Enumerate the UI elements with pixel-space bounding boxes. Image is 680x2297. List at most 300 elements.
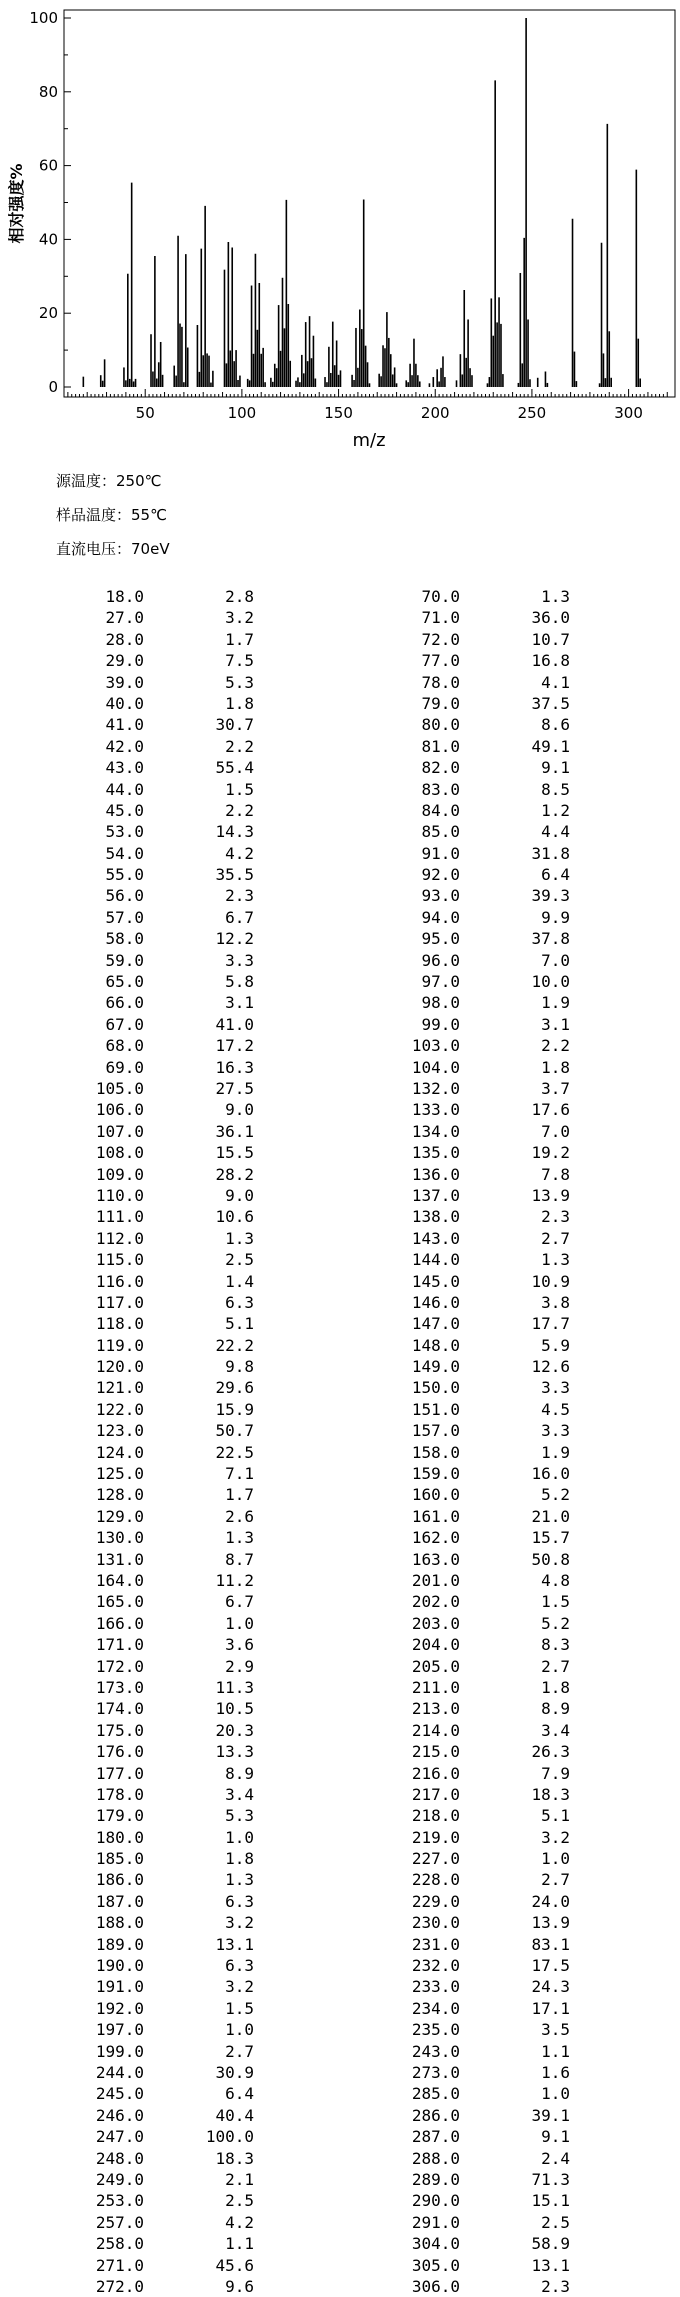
intensity-cell: 1.0 <box>541 1849 570 1869</box>
intensity-cell: 2.6 <box>225 1506 254 1526</box>
table-row <box>0 2083 680 2104</box>
mz-cell: 131.0 <box>95 1549 144 1569</box>
mz-cell: 128.0 <box>95 1485 144 1505</box>
mz-cell: 147.0 <box>411 1314 460 1334</box>
intensity-cell: 49.1 <box>531 736 570 756</box>
intensity-cell: 40.4 <box>215 2105 254 2125</box>
y-tick-label: 20 <box>38 304 58 323</box>
mz-cell: 67.0 <box>105 1014 144 1034</box>
intensity-cell: 17.6 <box>531 1100 570 1120</box>
intensity-cell: 27.5 <box>215 1079 254 1098</box>
source-temperature: 源温度：250℃ <box>56 472 162 490</box>
x-tick-label: 250 <box>517 404 547 422</box>
intensity-cell: 3.2 <box>541 1827 570 1847</box>
intensity-cell: 10.7 <box>531 629 570 649</box>
intensity-cell: 36.0 <box>531 608 570 628</box>
table-row <box>0 2126 680 2147</box>
table-row <box>0 1527 680 1548</box>
table-row <box>0 2148 680 2169</box>
intensity-cell: 17.2 <box>215 1036 254 1056</box>
intensity-cell: 3.1 <box>225 993 254 1013</box>
mz-cell: 144.0 <box>411 1250 460 1270</box>
intensity-cell: 7.0 <box>541 1121 570 1141</box>
mz-cell: 306.0 <box>411 2276 460 2296</box>
x-tick-label: 100 <box>227 404 257 422</box>
mass-spectrum-chart <box>0 0 680 455</box>
mz-cell: 218.0 <box>411 1806 460 1826</box>
table-row <box>0 1228 680 1249</box>
mz-cell: 116.0 <box>95 1271 144 1291</box>
intensity-cell: 45.6 <box>215 2255 254 2275</box>
table-row <box>0 1121 680 1142</box>
mz-cell: 163.0 <box>411 1549 460 1569</box>
mz-cell: 105.0 <box>95 1079 144 1098</box>
intensity-cell: 29.6 <box>215 1378 254 1398</box>
mz-cell: 121.0 <box>95 1378 144 1398</box>
intensity-cell: 39.1 <box>531 2105 570 2125</box>
mz-cell: 93.0 <box>421 886 460 906</box>
mz-cell: 158.0 <box>411 1442 460 1462</box>
intensity-cell: 35.5 <box>215 865 254 885</box>
table-row <box>0 1506 680 1527</box>
mz-cell: 287.0 <box>411 2127 460 2147</box>
mz-cell: 148.0 <box>411 1335 460 1355</box>
intensity-cell: 4.4 <box>541 822 570 842</box>
intensity-cell: 9.1 <box>541 758 570 778</box>
intensity-cell: 10.9 <box>531 1271 570 1291</box>
mz-cell: 172.0 <box>95 1656 144 1676</box>
y-axis-ticks <box>29 9 71 396</box>
table-row <box>0 1206 680 1227</box>
table-row <box>0 885 680 906</box>
table-row <box>0 928 680 949</box>
mz-cell: 72.0 <box>421 629 460 649</box>
peak-table-block <box>0 2062 680 2297</box>
mz-cell: 106.0 <box>95 1100 144 1120</box>
intensity-cell: 2.3 <box>541 1207 570 1227</box>
mz-cell: 290.0 <box>411 2191 460 2211</box>
mz-cell: 117.0 <box>95 1292 144 1312</box>
mz-cell: 166.0 <box>95 1613 144 1633</box>
mz-cell: 291.0 <box>411 2212 460 2232</box>
intensity-cell: 3.7 <box>541 1079 570 1098</box>
table-row <box>0 757 680 778</box>
mz-cell: 205.0 <box>411 1656 460 1676</box>
mz-cell: 118.0 <box>95 1314 144 1334</box>
y-axis-label: 相对强度% <box>7 163 26 244</box>
mz-cell: 104.0 <box>411 1057 460 1077</box>
table-row <box>0 2190 680 2211</box>
mz-cell: 233.0 <box>411 1977 460 1997</box>
intensity-cell: 2.2 <box>225 800 254 820</box>
mz-cell: 135.0 <box>411 1143 460 1163</box>
intensity-cell: 1.5 <box>225 779 254 799</box>
mz-cell: 129.0 <box>95 1506 144 1526</box>
mz-cell: 244.0 <box>95 2063 144 2082</box>
intensity-cell: 14.3 <box>215 822 254 842</box>
mz-cell: 164.0 <box>95 1571 144 1590</box>
mz-cell: 286.0 <box>411 2105 460 2125</box>
mz-cell: 215.0 <box>411 1742 460 1762</box>
mz-cell: 109.0 <box>95 1164 144 1184</box>
intensity-cell: 2.5 <box>541 2212 570 2232</box>
mz-cell: 201.0 <box>411 1571 460 1590</box>
intensity-cell: 36.1 <box>215 1121 254 1141</box>
mz-cell: 185.0 <box>95 1849 144 1869</box>
mz-cell: 271.0 <box>95 2255 144 2275</box>
table-row <box>0 2255 680 2276</box>
intensity-cell: 30.9 <box>215 2063 254 2082</box>
mz-cell: 188.0 <box>95 1913 144 1933</box>
intensity-cell: 1.5 <box>541 1592 570 1612</box>
mz-cell: 257.0 <box>95 2212 144 2232</box>
mz-cell: 111.0 <box>95 1207 144 1227</box>
mz-cell: 125.0 <box>95 1464 144 1484</box>
intensity-cell: 5.9 <box>541 1335 570 1355</box>
mz-cell: 211.0 <box>411 1677 460 1697</box>
table-row <box>0 2233 680 2254</box>
mz-cell: 27.0 <box>105 608 144 628</box>
intensity-cell: 1.5 <box>225 1998 254 2018</box>
intensity-cell: 9.9 <box>541 907 570 927</box>
intensity-cell: 22.2 <box>215 1335 254 1355</box>
table-row <box>0 1591 680 1612</box>
intensity-cell: 1.3 <box>225 1528 254 1548</box>
mz-cell: 245.0 <box>95 2084 144 2104</box>
mz-cell: 98.0 <box>421 993 460 1013</box>
intensity-cell: 22.5 <box>215 1442 254 1462</box>
intensity-cell: 26.3 <box>531 1742 570 1762</box>
intensity-cell: 50.8 <box>531 1549 570 1569</box>
intensity-cell: 15.9 <box>215 1399 254 1419</box>
mz-cell: 288.0 <box>411 2148 460 2168</box>
mz-cell: 94.0 <box>421 907 460 927</box>
intensity-cell: 6.7 <box>225 907 254 927</box>
intensity-cell: 13.1 <box>215 1934 254 1954</box>
mz-cell: 92.0 <box>421 865 460 885</box>
table-row <box>0 1142 680 1163</box>
intensity-cell: 3.5 <box>541 2020 570 2040</box>
mz-cell: 78.0 <box>421 672 460 692</box>
intensity-cell: 6.3 <box>225 1292 254 1312</box>
intensity-cell: 10.6 <box>215 1207 254 1227</box>
mz-cell: 180.0 <box>95 1827 144 1847</box>
mz-cell: 53.0 <box>105 822 144 842</box>
mz-cell: 77.0 <box>421 651 460 671</box>
intensity-cell: 1.0 <box>225 1613 254 1633</box>
mz-cell: 189.0 <box>95 1934 144 1954</box>
intensity-cell: 2.7 <box>541 1228 570 1248</box>
mz-cell: 69.0 <box>105 1057 144 1077</box>
y-tick-label: 60 <box>38 156 58 175</box>
table-row <box>0 1570 680 1591</box>
peak-table-block <box>0 1570 680 2062</box>
table-row <box>0 736 680 757</box>
intensity-cell: 1.3 <box>541 1250 570 1270</box>
mz-cell: 157.0 <box>411 1421 460 1441</box>
table-row <box>0 1613 680 1634</box>
mz-cell: 56.0 <box>105 886 144 906</box>
intensity-cell: 41.0 <box>215 1014 254 1034</box>
intensity-cell: 1.6 <box>541 2063 570 2082</box>
mz-cell: 107.0 <box>95 1121 144 1141</box>
mz-cell: 58.0 <box>105 929 144 949</box>
intensity-cell: 18.3 <box>531 1784 570 1804</box>
mz-cell: 190.0 <box>95 1956 144 1976</box>
intensity-cell: 1.3 <box>225 1870 254 1890</box>
mz-cell: 136.0 <box>411 1164 460 1184</box>
intensity-cell: 5.3 <box>225 672 254 692</box>
intensity-cell: 37.5 <box>531 693 570 713</box>
table-row <box>0 950 680 971</box>
y-tick-label: 40 <box>38 230 58 249</box>
mz-cell: 55.0 <box>105 865 144 885</box>
intensity-cell: 1.8 <box>225 1849 254 1869</box>
mz-cell: 191.0 <box>95 1977 144 1997</box>
mz-cell: 120.0 <box>95 1357 144 1377</box>
table-row <box>0 1014 680 1035</box>
intensity-cell: 28.2 <box>215 1164 254 1184</box>
mz-cell: 45.0 <box>105 800 144 820</box>
mz-cell: 197.0 <box>95 2020 144 2040</box>
mz-cell: 80.0 <box>421 715 460 735</box>
intensity-cell: 7.5 <box>225 651 254 671</box>
table-row <box>0 1998 680 2019</box>
intensity-cell: 1.3 <box>541 587 570 606</box>
intensity-cell: 8.9 <box>541 1699 570 1719</box>
intensity-cell: 12.2 <box>215 929 254 949</box>
mz-cell: 132.0 <box>411 1079 460 1098</box>
table-row <box>0 1698 680 1719</box>
mz-cell: 70.0 <box>421 587 460 606</box>
mz-cell: 134.0 <box>411 1121 460 1141</box>
mz-cell: 176.0 <box>95 1742 144 1762</box>
intensity-cell: 2.4 <box>541 2148 570 2168</box>
intensity-cell: 15.7 <box>531 1528 570 1548</box>
intensity-cell: 12.6 <box>531 1357 570 1377</box>
mz-cell: 83.0 <box>421 779 460 799</box>
table-row <box>0 1955 680 1976</box>
intensity-cell: 1.8 <box>225 693 254 713</box>
intensity-cell: 7.0 <box>541 950 570 970</box>
table-row <box>0 693 680 714</box>
intensity-cell: 6.4 <box>225 2084 254 2104</box>
table-row <box>0 1335 680 1356</box>
mz-cell: 216.0 <box>411 1763 460 1783</box>
table-row <box>0 1035 680 1056</box>
table-row <box>0 586 680 607</box>
mz-cell: 272.0 <box>95 2276 144 2296</box>
intensity-cell: 3.2 <box>225 608 254 628</box>
table-row <box>0 2169 680 2190</box>
intensity-cell: 15.1 <box>531 2191 570 2211</box>
mz-cell: 304.0 <box>411 2234 460 2254</box>
mz-cell: 95.0 <box>421 929 460 949</box>
table-row <box>0 1313 680 1334</box>
mz-cell: 18.0 <box>105 587 144 606</box>
intensity-cell: 4.1 <box>541 672 570 692</box>
table-row <box>0 714 680 735</box>
mz-cell: 247.0 <box>95 2127 144 2147</box>
table-row <box>0 1078 680 1099</box>
intensity-cell: 6.7 <box>225 1592 254 1612</box>
mz-cell: 159.0 <box>411 1464 460 1484</box>
intensity-cell: 4.2 <box>225 843 254 863</box>
mz-cell: 273.0 <box>411 2063 460 2082</box>
mz-cell: 217.0 <box>411 1784 460 1804</box>
mz-cell: 229.0 <box>411 1891 460 1911</box>
intensity-cell: 3.3 <box>225 950 254 970</box>
table-row <box>0 1827 680 1848</box>
mz-cell: 71.0 <box>421 608 460 628</box>
intensity-cell: 3.1 <box>541 1014 570 1034</box>
intensity-cell: 13.1 <box>531 2255 570 2275</box>
table-row <box>0 2276 680 2297</box>
intensity-cell: 1.4 <box>225 1271 254 1291</box>
table-row <box>0 1399 680 1420</box>
intensity-cell: 2.2 <box>225 736 254 756</box>
mz-cell: 171.0 <box>95 1635 144 1655</box>
mz-cell: 199.0 <box>95 2041 144 2061</box>
mz-cell: 123.0 <box>95 1421 144 1441</box>
intensity-cell: 2.7 <box>225 2041 254 2061</box>
mz-cell: 227.0 <box>411 1849 460 1869</box>
mz-cell: 99.0 <box>421 1014 460 1034</box>
intensity-cell: 16.0 <box>531 1464 570 1484</box>
mz-cell: 187.0 <box>95 1891 144 1911</box>
table-row <box>0 629 680 650</box>
table-row <box>0 821 680 842</box>
mz-cell: 28.0 <box>105 629 144 649</box>
table-row <box>0 1720 680 1741</box>
mz-cell: 59.0 <box>105 950 144 970</box>
intensity-cell: 1.1 <box>541 2041 570 2061</box>
table-row <box>0 1784 680 1805</box>
intensity-cell: 2.3 <box>541 2276 570 2296</box>
intensity-cell: 4.5 <box>541 1399 570 1419</box>
mz-cell: 175.0 <box>95 1720 144 1740</box>
intensity-cell: 9.0 <box>225 1185 254 1205</box>
intensity-cell: 13.9 <box>531 1185 570 1205</box>
mz-cell: 143.0 <box>411 1228 460 1248</box>
table-row <box>0 992 680 1013</box>
intensity-cell: 18.3 <box>215 2148 254 2168</box>
y-tick-label: 80 <box>38 82 58 101</box>
intensity-cell: 3.8 <box>541 1292 570 1312</box>
intensity-cell: 17.5 <box>531 1956 570 1976</box>
intensity-cell: 8.7 <box>225 1549 254 1569</box>
intensity-cell: 3.6 <box>225 1635 254 1655</box>
mz-cell: 214.0 <box>411 1720 460 1740</box>
intensity-cell: 20.3 <box>215 1720 254 1740</box>
mz-cell: 119.0 <box>95 1335 144 1355</box>
x-axis-ticks <box>68 389 667 422</box>
intensity-cell: 37.8 <box>531 929 570 949</box>
mz-cell: 230.0 <box>411 1913 460 1933</box>
intensity-cell: 1.0 <box>541 2084 570 2104</box>
table-row <box>0 1763 680 1784</box>
intensity-cell: 3.4 <box>541 1720 570 1740</box>
mz-cell: 103.0 <box>411 1036 460 1056</box>
table-row <box>0 1934 680 1955</box>
intensity-cell: 21.0 <box>531 1506 570 1526</box>
intensity-cell: 5.8 <box>225 972 254 992</box>
mz-cell: 235.0 <box>411 2020 460 2040</box>
intensity-cell: 8.9 <box>225 1763 254 1783</box>
intensity-cell: 19.2 <box>531 1143 570 1163</box>
table-row <box>0 2062 680 2083</box>
intensity-cell: 2.8 <box>225 587 254 606</box>
intensity-cell: 2.5 <box>225 1250 254 1270</box>
mz-cell: 122.0 <box>95 1399 144 1419</box>
y-tick-label: 0 <box>48 378 58 396</box>
intensity-cell: 17.7 <box>531 1314 570 1334</box>
mz-cell: 203.0 <box>411 1613 460 1633</box>
mz-cell: 84.0 <box>421 800 460 820</box>
intensity-cell: 11.2 <box>215 1571 254 1590</box>
mz-cell: 85.0 <box>421 822 460 842</box>
peak-table-block <box>0 1078 680 1570</box>
table-row <box>0 1271 680 1292</box>
mz-cell: 228.0 <box>411 1870 460 1890</box>
intensity-cell: 15.5 <box>215 1143 254 1163</box>
mz-cell: 40.0 <box>105 693 144 713</box>
mz-cell: 138.0 <box>411 1207 460 1227</box>
mz-cell: 179.0 <box>95 1806 144 1826</box>
intensity-cell: 2.5 <box>225 2191 254 2211</box>
table-row <box>0 907 680 928</box>
table-row <box>0 1377 680 1398</box>
mz-cell: 39.0 <box>105 672 144 692</box>
mz-cell: 68.0 <box>105 1036 144 1056</box>
intensity-cell: 2.1 <box>225 2169 254 2189</box>
intensity-cell: 5.2 <box>541 1613 570 1633</box>
table-row <box>0 1656 680 1677</box>
intensity-cell: 6.4 <box>541 865 570 885</box>
intensity-cell: 31.8 <box>531 843 570 863</box>
intensity-cell: 3.2 <box>225 1977 254 1997</box>
intensity-cell: 3.2 <box>225 1913 254 1933</box>
intensity-cell: 2.7 <box>541 1656 570 1676</box>
acquisition-conditions <box>56 464 170 566</box>
intensity-cell: 1.0 <box>225 1827 254 1847</box>
intensity-cell: 83.1 <box>531 1934 570 1954</box>
mz-cell: 41.0 <box>105 715 144 735</box>
mz-cell: 177.0 <box>95 1763 144 1783</box>
x-tick-label: 300 <box>614 404 643 422</box>
mz-cell: 192.0 <box>95 1998 144 2018</box>
table-row <box>0 800 680 821</box>
intensity-cell: 17.1 <box>531 1998 570 2018</box>
intensity-cell: 24.3 <box>531 1977 570 1997</box>
table-row <box>0 2019 680 2040</box>
intensity-cell: 10.0 <box>531 972 570 992</box>
mz-cell: 91.0 <box>421 843 460 863</box>
table-row <box>0 1484 680 1505</box>
intensity-cell: 3.3 <box>541 1421 570 1441</box>
table-row <box>0 1420 680 1441</box>
mz-cell: 79.0 <box>421 693 460 713</box>
sample-temperature: 样品温度：55℃ <box>56 506 167 524</box>
intensity-cell: 1.0 <box>225 2020 254 2040</box>
table-row <box>0 1677 680 1698</box>
x-axis-label: m/z <box>352 430 386 451</box>
table-row <box>0 1442 680 1463</box>
mz-cell: 178.0 <box>95 1784 144 1804</box>
intensity-cell: 8.6 <box>541 715 570 735</box>
table-row <box>0 1805 680 1826</box>
mz-cell: 231.0 <box>411 1934 460 1954</box>
